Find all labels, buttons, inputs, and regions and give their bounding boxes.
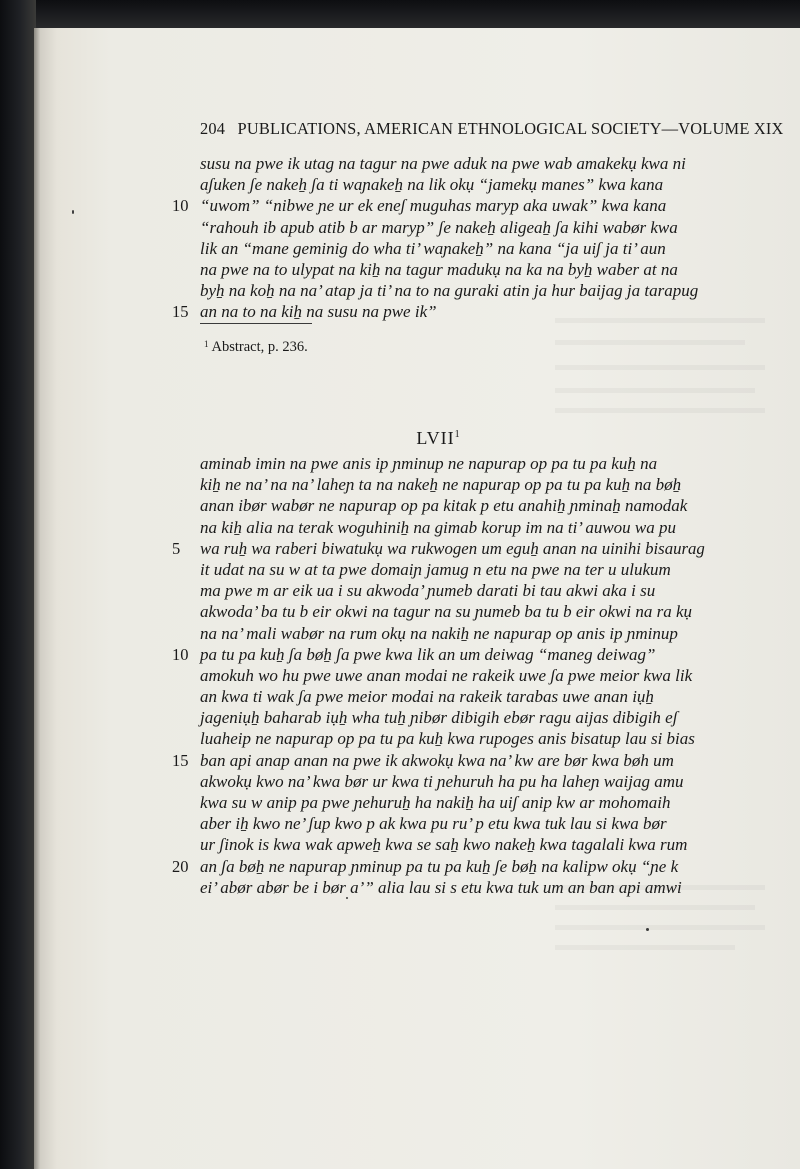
show-through-mark — [555, 905, 755, 910]
line-text: na kiẖ alia na terak woguhiniẖ na gimab korup im na ti’ auwou wa pu — [200, 517, 676, 537]
text-block-top — [172, 153, 705, 323]
ink-speck — [72, 210, 74, 214]
text-line — [200, 517, 705, 538]
running-head-title: PUBLICATIONS, AMERICAN ETHNOLOGICAL SOCIETY—VOLUME XIX — [237, 119, 784, 138]
text-line — [172, 750, 705, 771]
line-text: ei’ abør abør be i bør a’” alia lau si s etu kwa tuk um an ban api amwi — [200, 877, 682, 897]
line-text: luaheip ne napurap op pa tu pa kuẖ kwa rupoges anis bisatup lau si bias — [200, 729, 695, 749]
line-text: akwokụ kwo na’ kwa bør ur kwa ti ɲehuruh ha pu ha laheɲ waijag amu — [200, 771, 684, 791]
text-line — [200, 174, 705, 195]
text-line — [172, 856, 705, 877]
line-text: ur ʃinok is kwa wak apweẖ kwa se saẖ kwo nakeẖ kwa tagalali kwa rum — [200, 835, 688, 855]
line-number: 15 — [172, 302, 189, 322]
text-line — [172, 301, 705, 322]
text-line — [200, 623, 705, 644]
text-line — [200, 559, 705, 580]
line-text: na pwe na to ulypat na kiẖ na tagur madukụ na ka na byẖ waber at na — [200, 259, 678, 279]
line-text: kwa su w anip pa pwe ɲehuruẖ ha nakiẖ ha uiʃ anip kw ar mohomaih — [200, 793, 671, 812]
text-line — [200, 495, 705, 516]
line-number: 20 — [172, 856, 189, 876]
text-line — [200, 771, 705, 792]
text-line — [200, 259, 705, 280]
text-line — [200, 707, 705, 728]
text-line — [200, 813, 705, 834]
text-line — [200, 792, 705, 813]
running-head — [200, 119, 784, 139]
section-heading — [0, 428, 800, 449]
line-text: ban api anap anan na pwe ik akwokụ kwa na’ kw are bør kwa bøh um — [200, 750, 674, 770]
line-text: susu na pwe ik utag na tagur na pwe aduk na pwe wab amakekụ kwa ni — [200, 154, 686, 173]
line-text: lik an “mane geminig do wha ti’ waɲakeẖ” na kana “ja uiʃ ja ti’ aun — [200, 238, 666, 258]
line-text: wa ruẖ wa raberi biwatukụ wa rukwogen um eguẖ anan na uinihi bisaurag — [200, 538, 705, 558]
line-number: 10 — [172, 644, 189, 664]
line-text: aber iẖ kwo ne’ ʃup kwo p ak kwa pu ru’ p etu kwa tuk lau si kwa bør — [200, 814, 667, 834]
footnote-rule — [200, 323, 312, 324]
line-text: anan ibør wabør ne napurap op pa kitak p etu anahiẖ ɲminaẖ namodak — [200, 496, 688, 516]
footnote-marker: 1 — [204, 339, 209, 349]
page-gutter-shadow — [34, 28, 40, 1169]
text-line — [200, 217, 705, 238]
text-line — [200, 601, 705, 622]
line-text: ma pwe m ar eik ua i su akwoda’ ɲumeb darati bi tau akwi aka i su — [200, 581, 656, 601]
line-text: amokuh wo hu pwe uwe anan modai ne rakeik uwe ʃa pwe meior kwa lik — [200, 665, 693, 685]
line-text: na na’ mali wabør na rum okụ na nakiẖ ne napurap op anis ip ɲminup — [200, 623, 678, 643]
line-number: 15 — [172, 750, 189, 770]
text-line — [200, 877, 705, 898]
text-line — [200, 686, 705, 707]
book-cover-top — [0, 0, 800, 30]
section-heading-note: 1 — [454, 429, 460, 440]
text-line — [200, 280, 705, 301]
text-line — [200, 834, 705, 855]
line-text: jageniụẖ baharab iụẖ wha tuẖ ɲibør dibigih ebør ragu aijas dibigih eʃ — [200, 708, 678, 728]
text-line — [200, 728, 705, 749]
line-text: an ʃa bøẖ ne napurap ɲminup pa tu pa kuẖ ʃe bøẖ na kalipw okụ “ɲe k — [200, 856, 679, 876]
line-text: an kwa ti wak ʃa pwe meior modai na rakeik tarabas uwe anan iụẖ — [200, 687, 654, 707]
line-text: aʃuken ʃe nakeẖ ʃa ti waɲakeẖ na lik okụ “jamekụ manes” kwa kana — [200, 175, 664, 195]
text-line — [200, 665, 705, 686]
footnote — [204, 339, 308, 356]
line-text: aminab imin na pwe anis ip ɲminup ne napurap op pa tu pa kuẖ na — [200, 454, 658, 473]
show-through-mark — [555, 365, 765, 370]
ink-speck — [646, 928, 649, 931]
text-line — [172, 538, 705, 559]
line-text: kiẖ ne na’ na na’ laheɲ ta na nakeẖ ne napurap op pa tu pa kuẖ na bøẖ — [200, 475, 682, 495]
show-through-mark — [555, 388, 755, 393]
show-through-mark — [555, 925, 765, 930]
section-heading-text: LVII — [416, 428, 455, 448]
text-line — [200, 580, 705, 601]
show-through-mark — [555, 945, 735, 950]
text-block-bottom — [172, 453, 705, 898]
line-text: “rahouh ib apub atib b ar maryp” ʃe nakeẖ aligeaẖ ʃa kihi wabør kwa — [200, 217, 678, 237]
text-line — [200, 474, 705, 495]
text-line — [172, 195, 705, 216]
text-line — [200, 238, 705, 259]
line-text: akwoda’ ba tu b eir okwi na tagur na su ɲumeb ba tu b eir okwi na ra kụ — [200, 602, 693, 622]
show-through-mark — [555, 408, 765, 413]
line-text: “uwom” “nibwe ɲe ur ek eneʃ muguhas maryp aka uwak” kwa kana — [200, 196, 667, 216]
line-number: 5 — [172, 538, 181, 558]
line-text: it udat na su w at ta pwe domaiɲ jamug n etu na pwe na ter u ulukum — [200, 559, 671, 579]
text-line — [200, 453, 705, 474]
footnote-text: Abstract, p. 236. — [211, 339, 308, 355]
line-text: byẖ na koẖ na na’ atap ja ti’ na to na guraki atin ja hur baijag ja tarapug — [200, 281, 699, 301]
text-line — [172, 644, 705, 665]
page-number: 204 — [200, 119, 226, 138]
line-text: pa tu pa kuẖ ʃa bøẖ ʃa pwe kwa lik an um deiwag “maneg deiwag” — [200, 644, 656, 664]
text-line — [200, 153, 705, 174]
line-number: 10 — [172, 196, 189, 216]
show-through-mark — [555, 340, 745, 345]
book-cover-spine — [0, 0, 36, 1169]
line-text: an na to na kiẖ na susu na pwe ik” — [200, 302, 437, 322]
